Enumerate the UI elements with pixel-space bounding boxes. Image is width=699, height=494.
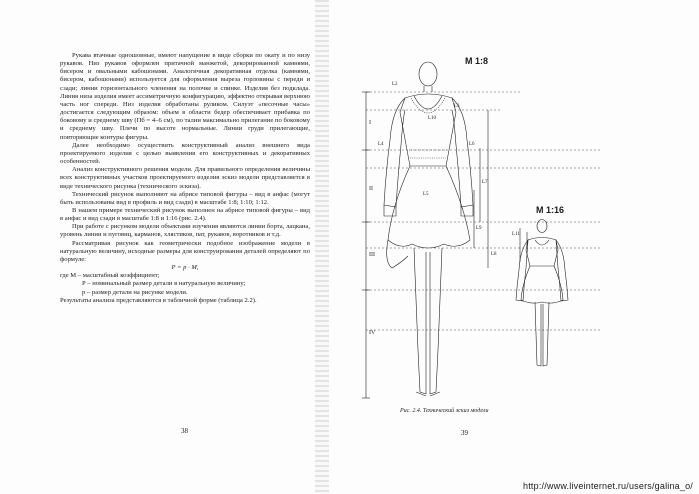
paragraph: При работе с рисунком модели объектами изучения являются линии борта, лацкана, уровень линии и пуговиц, карманов, хлястиков, пат, рукавов, воротников и т.д.	[60, 223, 310, 239]
dim-label: L10	[428, 116, 437, 121]
page-number-right: 39	[461, 429, 468, 437]
dim-label: L6	[469, 142, 475, 147]
scale-label-large: М 1:8	[465, 56, 489, 66]
paragraph: В нашем примере технический рисунок выполнен на абрисе типовой фигуры – вид в анфас и вид сзади в масштабе 1:8 и 1:16 (рис. 2.4).	[60, 206, 310, 223]
definition: р – размер детали на рисунке модели.	[82, 288, 188, 296]
paragraph: Результаты анализа представляются в табличной форме (таблица 2.2).	[60, 296, 257, 304]
scale-label-small: М 1:16	[536, 205, 565, 215]
formula: P = p · M,	[171, 264, 199, 272]
source-url[interactable]: http://www.liveinternet.ru/users/galina_o/	[523, 481, 693, 491]
page-number-left: 38	[181, 427, 188, 435]
paragraph: Рукава втачные одношовные, имеют напущение в виде сборки по окату и по низу рукавов. Низ рукавов оформлен притачной манжетой, декорированной камнями, бисером и овальными кабошонами. Аналогичная декоративная отделка (камнями, бисером, кабошонами) используется для оформления выреза горловины с переди и сзади; линии горизонтального членения на полочке и спинке. Изделия без подклада. Линия низа изделия имеет ассиметричную конфигурацию, эффектно открывая верхнюю часть ног спереди. Низ изделия обработаны руликом. Силуэт «песочные часы» достигается следующим образом: объем в области бедер обеспечивает прибавка по боковому и среднему шву (Пб = 4–6 см), по талии максимально прилегание по боковому и среднему шву. Плечи по высоте нормальные. Линии груди прилегающие, повторяющие контуры фигуры.	[60, 52, 310, 141]
dim-label: L4	[378, 142, 384, 147]
paragraph: Анализ конструктивного решения модели. Для правильного определения величины всех конструктивных участков проектируемого изделия эскиз модели представляется в виде технического рисунка (технического эскиза).	[60, 166, 310, 190]
zone-label: III	[369, 252, 375, 258]
paragraph: Рассматривая рисунок как геометрически подобное изображение модели в натуральную величину, исходные размеры для конструирования деталей определяют по формуле:	[60, 239, 310, 263]
zone-label: II	[369, 186, 373, 192]
paragraph: Технический рисунок выполняют на абрисе типовой фигуры – вид в анфас (могут быть использованы вид в профиль и вид сзади) в масштабе 1:8; 1:10; 1:12.	[60, 190, 310, 206]
dim-label: L3	[454, 104, 460, 109]
dim-label: L9	[476, 226, 482, 231]
figure-large	[384, 62, 473, 396]
figure-small	[516, 220, 568, 367]
definition: Р – номинальный размер детали в натуральную величину;	[82, 280, 246, 288]
dim-label: L2	[392, 82, 398, 87]
dim-label: L11	[512, 232, 520, 237]
dim-label: L7	[482, 180, 488, 185]
paragraph: Далее необходимо осуществить конструктивный анализ внешнего вида проектируемого изделия с целью выявления его конструктивных и декоративных особенностей.	[60, 141, 310, 166]
dim-label: L5	[423, 192, 429, 197]
zone-label: IV	[369, 330, 376, 336]
definition: где М – масштабный коэффициент;	[60, 272, 160, 280]
zone-label: I	[369, 120, 371, 126]
dim-label: L8	[491, 252, 497, 257]
figure-caption: Рис. 2.4. Технический эскиз модели	[400, 408, 489, 414]
